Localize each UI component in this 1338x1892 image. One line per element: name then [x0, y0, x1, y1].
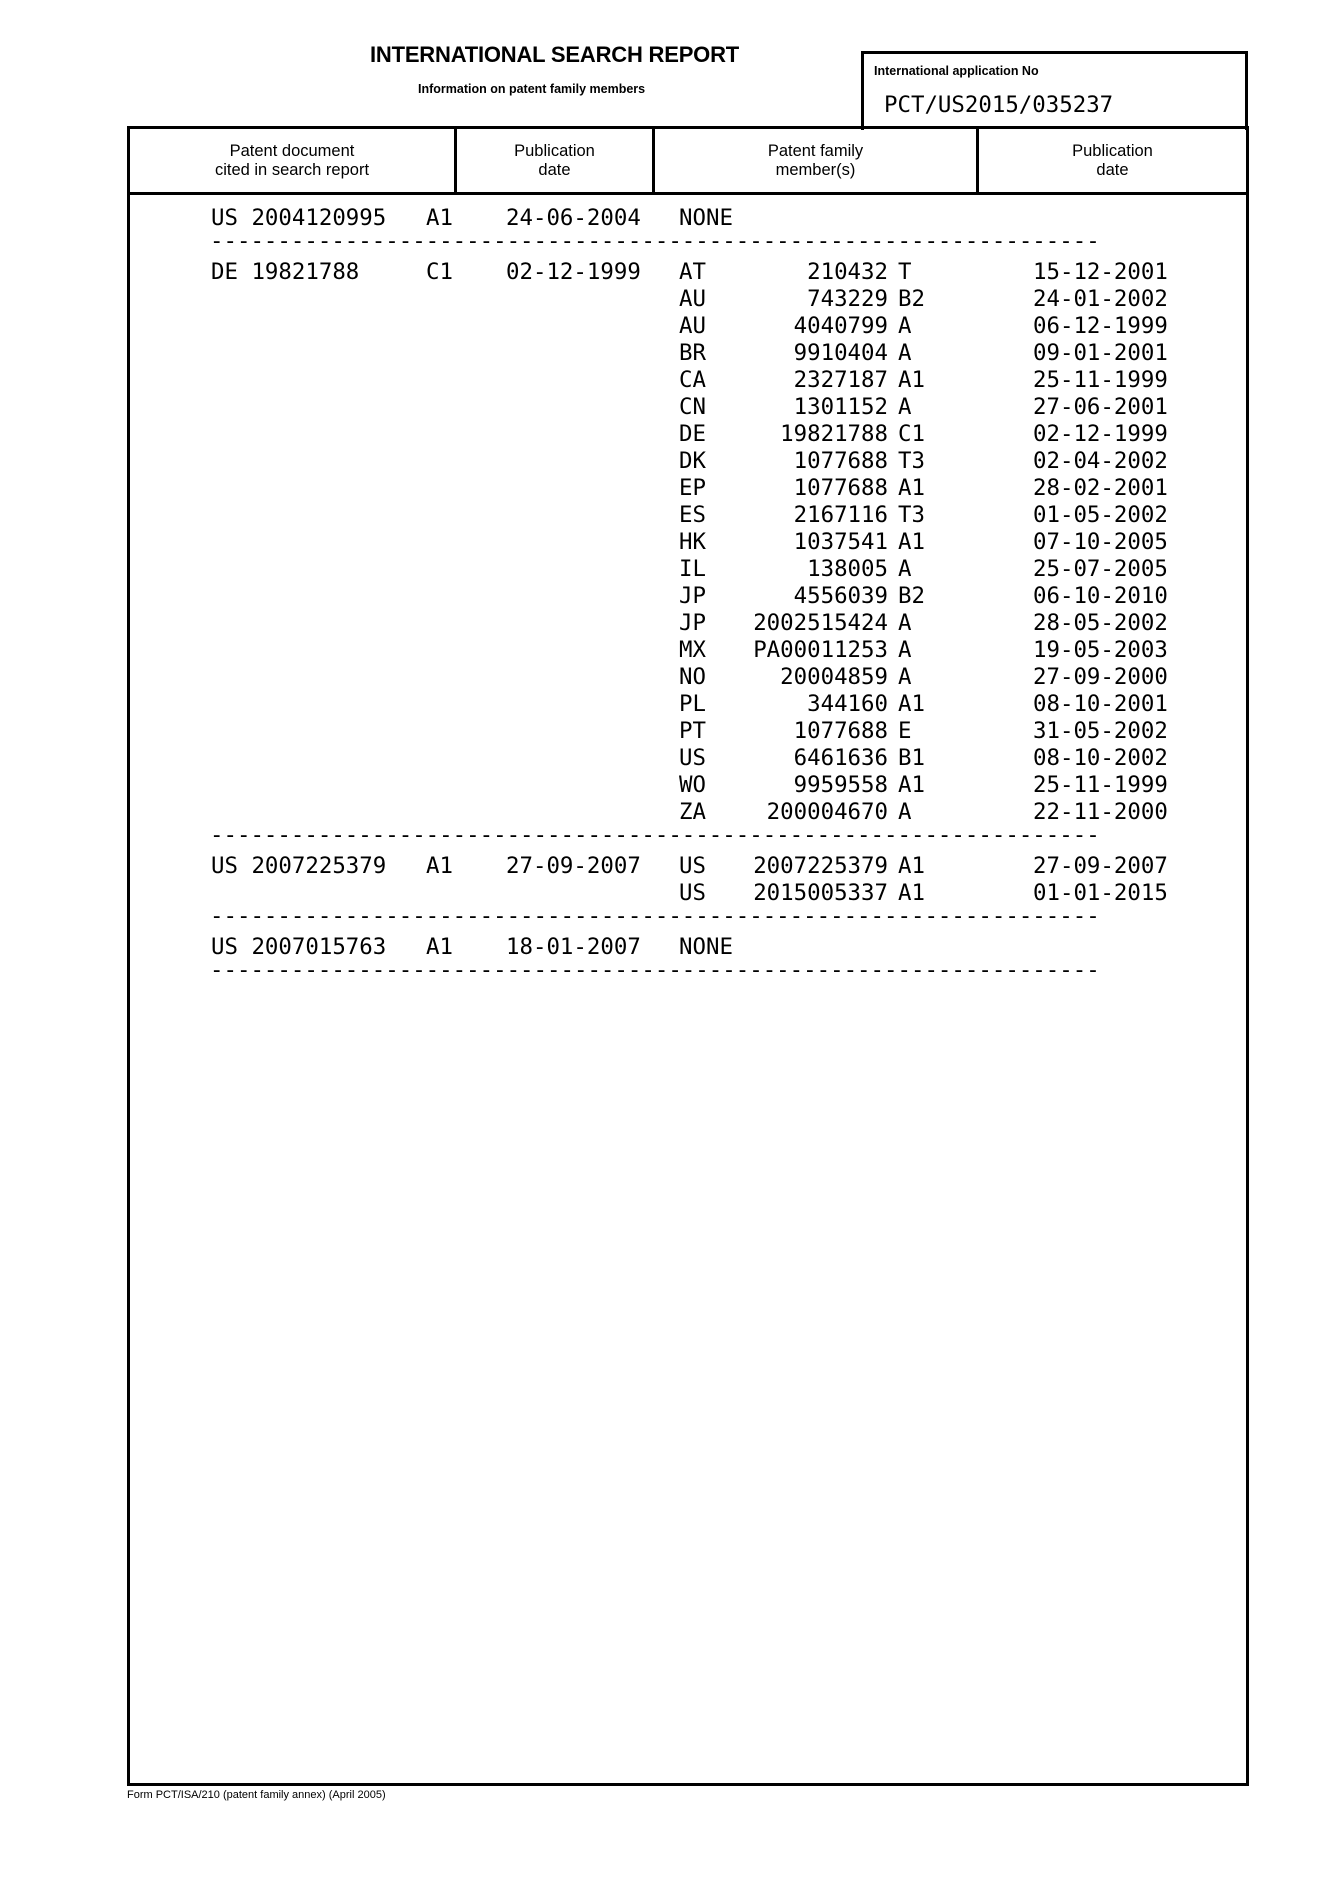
family-member-date: 15-12-2001: [1033, 259, 1168, 285]
family-member-country: AT: [679, 259, 706, 285]
family-member-date: 28-05-2002: [1033, 610, 1168, 636]
table-row: [130, 502, 1246, 529]
cited-publication-date: 02-12-1999: [506, 259, 641, 285]
entry-separator: ------------------------------------------------------------------: [210, 228, 1100, 254]
table-row: [130, 367, 1246, 394]
family-member-date: 27-06-2001: [1033, 394, 1168, 420]
family-member-date: 08-10-2001: [1033, 691, 1168, 717]
family-member-country: EP: [679, 475, 706, 501]
application-number-box: [861, 51, 1248, 130]
family-member-country: IL: [679, 556, 706, 582]
family-member-date: 06-12-1999: [1033, 313, 1168, 339]
family-member-kind: A1: [898, 853, 925, 879]
family-member-kind: A1: [898, 691, 925, 717]
family-member-number: 6461636: [793, 745, 888, 771]
family-member-country: ZA: [679, 799, 706, 825]
family-member-country: BR: [679, 340, 706, 366]
cited-patent-document: US 2007015763: [211, 934, 387, 960]
application-number-label: International application No: [874, 64, 1039, 78]
table-row: [130, 637, 1246, 664]
table-row: [130, 394, 1246, 421]
table-row: [130, 583, 1246, 610]
family-member-date: 08-10-2002: [1033, 745, 1168, 771]
family-member-country: HK: [679, 529, 706, 555]
family-member-date: 02-04-2002: [1033, 448, 1168, 474]
family-member-kind: A: [898, 610, 912, 636]
family-member-kind: A: [898, 664, 912, 690]
family-member-date: 25-07-2005: [1033, 556, 1168, 582]
family-member-country: WO: [679, 772, 706, 798]
family-member-date: 24-01-2002: [1033, 286, 1168, 312]
entry-separator: ------------------------------------------------------------------: [210, 822, 1100, 848]
family-member-date: 27-09-2007: [1033, 853, 1168, 879]
family-member-date: 06-10-2010: [1033, 583, 1168, 609]
table-row: [130, 529, 1246, 556]
family-member-kind: A: [898, 637, 912, 663]
table-row: [130, 259, 1246, 286]
family-member-kind: C1: [898, 421, 925, 447]
table-row: [130, 340, 1246, 367]
family-member-number: 9910404: [793, 340, 888, 366]
cited-publication-date: 27-09-2007: [506, 853, 641, 879]
column-header-publication-date: [457, 129, 652, 192]
table-row: [130, 475, 1246, 502]
family-member-number: 19821788: [780, 421, 888, 447]
family-member-number: 2007225379: [753, 853, 888, 879]
family-member-date: 25-11-1999: [1033, 367, 1168, 393]
family-member-number: PA00011253: [753, 637, 888, 663]
cited-publication-date: 18-01-2007: [506, 934, 641, 960]
family-member-country: ES: [679, 502, 706, 528]
family-member-date: 01-05-2002: [1033, 502, 1168, 528]
family-member-country: AU: [679, 313, 706, 339]
family-member-kind: T: [898, 259, 912, 285]
entry-separator: ------------------------------------------------------------------: [210, 957, 1100, 983]
family-member-number: 344160: [807, 691, 888, 717]
cited-kind-code: C1: [426, 259, 453, 285]
family-member-kind: E: [898, 718, 912, 744]
family-member-kind: B2: [898, 583, 925, 609]
family-member-date: 02-12-1999: [1033, 421, 1168, 447]
table-row: [130, 286, 1246, 313]
family-member-number: 743229: [807, 286, 888, 312]
family-member-country: US: [679, 853, 706, 879]
report-subtitle: Information on patent family members: [418, 82, 646, 96]
family-member-date: 25-11-1999: [1033, 772, 1168, 798]
family-member-country: DK: [679, 448, 706, 474]
entry-separator: ------------------------------------------------------------------: [210, 903, 1100, 929]
family-member-number: 200004670: [766, 799, 888, 825]
cited-kind-code: A1: [426, 934, 453, 960]
table-row: [130, 691, 1246, 718]
family-member-date: 09-01-2001: [1033, 340, 1168, 366]
table-row: [130, 745, 1246, 772]
table-row: [130, 610, 1246, 637]
table-row: [130, 853, 1246, 880]
family-member-number: 210432: [807, 259, 888, 285]
family-member-number: 2167116: [793, 502, 888, 528]
family-member-date: 19-05-2003: [1033, 637, 1168, 663]
family-member-kind: A: [898, 556, 912, 582]
family-member-date: 27-09-2000: [1033, 664, 1168, 690]
family-member-kind: A1: [898, 880, 925, 906]
family-member-date: 28-02-2001: [1033, 475, 1168, 501]
family-member-date: 01-01-2015: [1033, 880, 1168, 906]
cited-kind-code: A1: [426, 205, 453, 231]
column-header-line: cited in search report: [214, 160, 370, 179]
family-member-kind: A1: [898, 772, 925, 798]
family-member-number: 1037541: [793, 529, 888, 555]
column-header-line: Publication: [1072, 141, 1153, 160]
family-member-number: 1077688: [793, 718, 888, 744]
family-member-country: JP: [679, 610, 706, 636]
table-row: [130, 556, 1246, 583]
patent-family-table: [127, 126, 1249, 1786]
column-header-family-members: [655, 129, 976, 192]
column-header-line: Publication: [514, 141, 595, 160]
family-member-number: 4040799: [793, 313, 888, 339]
family-member-number: 138005: [807, 556, 888, 582]
family-member-number: 1301152: [793, 394, 888, 420]
family-member-country: US: [679, 880, 706, 906]
table-row: [130, 718, 1246, 745]
family-member-country: CN: [679, 394, 706, 420]
cited-kind-code: A1: [426, 853, 453, 879]
family-member-country: NO: [679, 664, 706, 690]
cited-patent-document: US 2007225379: [211, 853, 387, 879]
family-member-number: 1077688: [793, 448, 888, 474]
table-row: [130, 664, 1246, 691]
family-member-date: 07-10-2005: [1033, 529, 1168, 555]
table-row: [130, 448, 1246, 475]
family-member-country: NONE: [679, 205, 733, 231]
column-header-member-publication-date: [979, 129, 1246, 192]
column-header-line: date: [1096, 160, 1129, 179]
family-member-kind: A1: [898, 529, 925, 555]
family-member-country: PT: [679, 718, 706, 744]
family-member-kind: A: [898, 313, 912, 339]
column-header-line: date: [538, 160, 571, 179]
family-member-kind: A: [898, 340, 912, 366]
family-member-number: 2327187: [793, 367, 888, 393]
family-member-date: 31-05-2002: [1033, 718, 1168, 744]
family-member-number: 2002515424: [753, 610, 888, 636]
family-member-kind: A1: [898, 367, 925, 393]
family-member-country: US: [679, 745, 706, 771]
family-member-kind: T3: [898, 448, 925, 474]
family-member-kind: T3: [898, 502, 925, 528]
family-member-kind: B1: [898, 745, 925, 771]
application-number: PCT/US2015/035237: [884, 92, 1114, 118]
family-member-number: 20004859: [780, 664, 888, 690]
family-member-country: AU: [679, 286, 706, 312]
report-title: INTERNATIONAL SEARCH REPORT: [370, 42, 740, 67]
family-member-date: 22-11-2000: [1033, 799, 1168, 825]
family-member-kind: A: [898, 799, 912, 825]
family-member-kind: A1: [898, 475, 925, 501]
form-footer: Form PCT/ISA/210 (patent family annex) (April 2005): [127, 1789, 386, 1801]
table-row: [130, 313, 1246, 340]
family-member-country: PL: [679, 691, 706, 717]
family-member-country: MX: [679, 637, 706, 663]
family-member-number: 4556039: [793, 583, 888, 609]
family-member-country: JP: [679, 583, 706, 609]
family-member-number: 2015005337: [753, 880, 888, 906]
table-row: [130, 421, 1246, 448]
column-header-line: Patent document: [229, 141, 355, 160]
family-member-kind: B2: [898, 286, 925, 312]
table-row: [130, 772, 1246, 799]
family-member-country: NONE: [679, 934, 733, 960]
column-header-patent-document: [130, 129, 454, 192]
column-header-line: Patent family: [767, 141, 864, 160]
family-member-kind: A: [898, 394, 912, 420]
column-header-line: member(s): [775, 160, 856, 179]
cited-patent-document: DE 19821788: [211, 259, 360, 285]
table-header: [130, 129, 1246, 195]
cited-patent-document: US 2004120995: [211, 205, 387, 231]
family-member-number: 1077688: [793, 475, 888, 501]
cited-publication-date: 24-06-2004: [506, 205, 641, 231]
family-member-number: 9959558: [793, 772, 888, 798]
family-member-country: DE: [679, 421, 706, 447]
family-member-country: CA: [679, 367, 706, 393]
